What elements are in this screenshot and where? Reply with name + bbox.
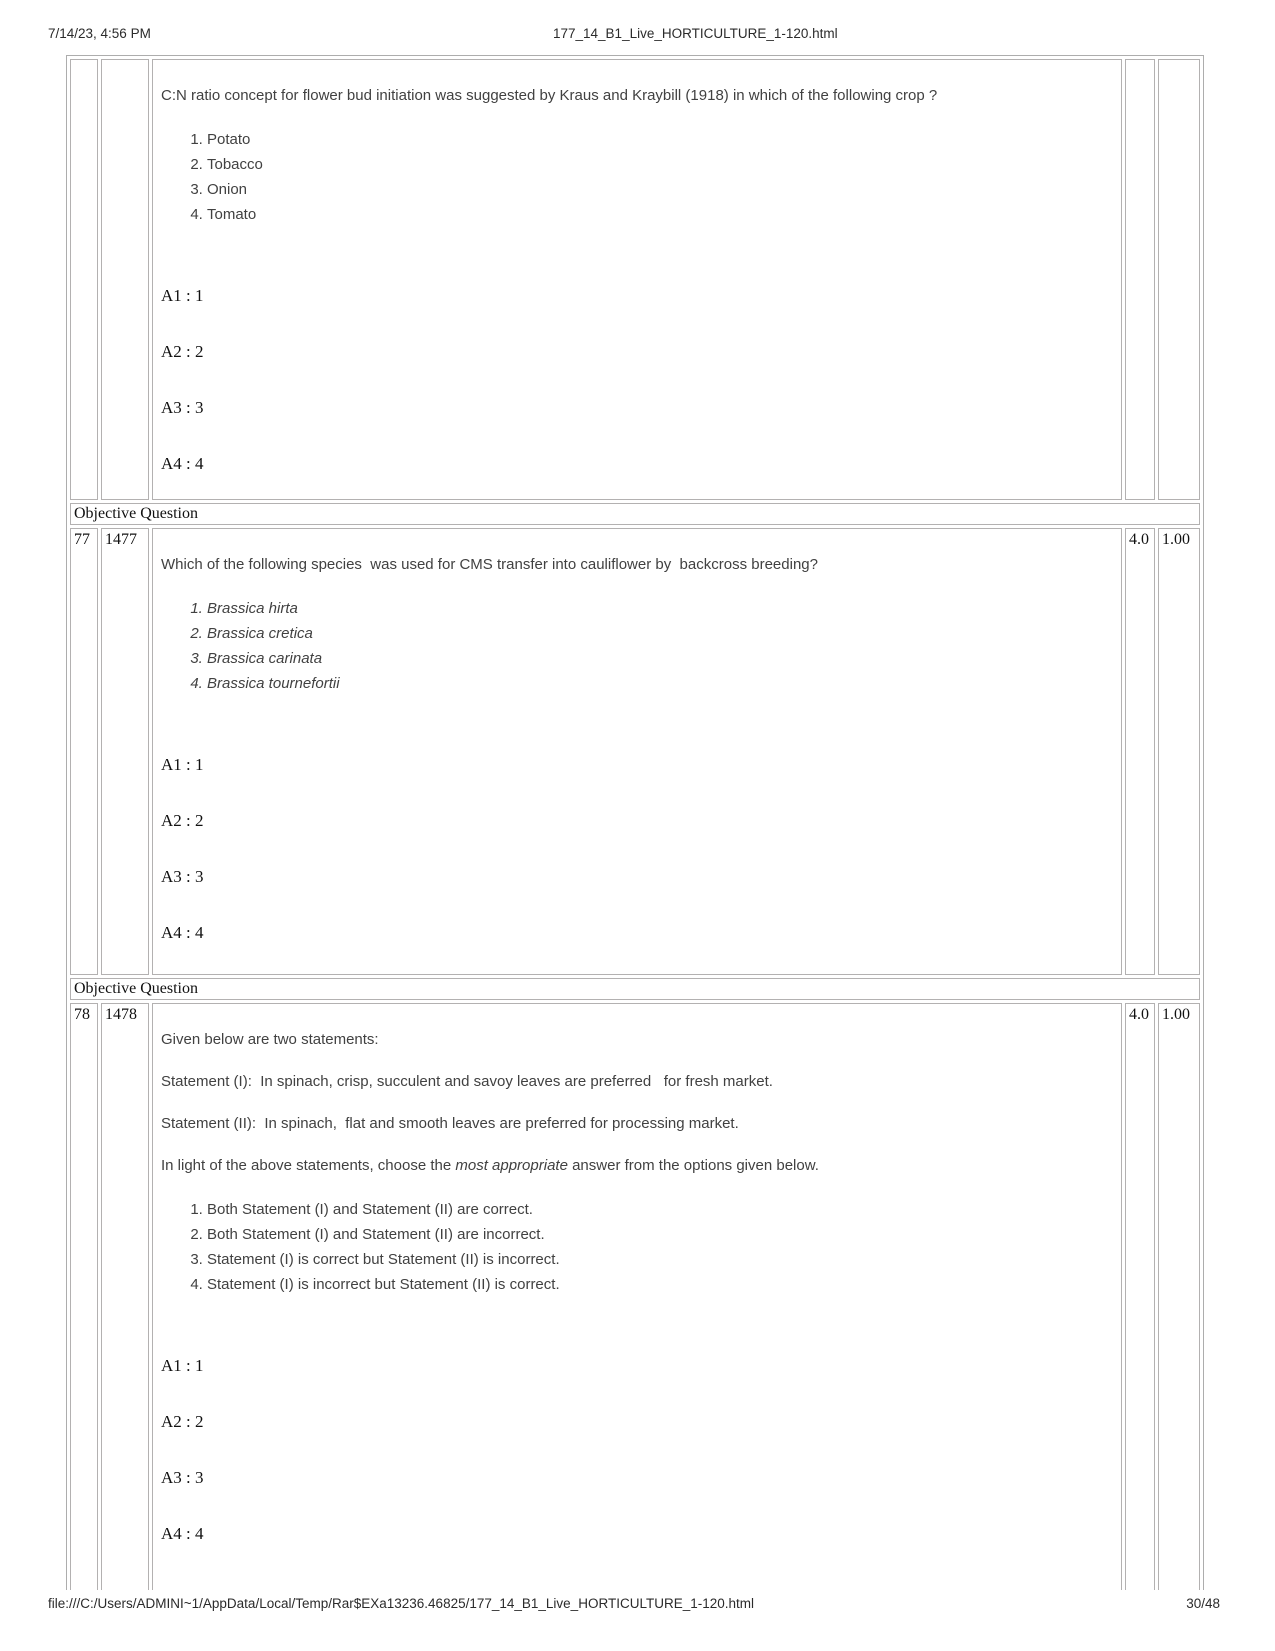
option-item: 2. Both Statement (I) and Statement (II) are incorrect. <box>207 1222 1113 1247</box>
marks-cell <box>1125 59 1155 500</box>
question-row <box>70 1003 1200 1590</box>
answer-line: A1 : 1 <box>161 286 204 305</box>
answer-key-block <box>161 756 1113 942</box>
negative-marks-cell: 1.00 <box>1158 528 1200 975</box>
section-header-row <box>70 978 1200 1000</box>
print-header-title: 177_14_B1_Live_HORTICULTURE_1-120.html <box>553 26 838 41</box>
option-item: 1. Brassica hirta <box>207 596 1113 621</box>
options-list <box>161 1197 1113 1297</box>
statement-text: answer from the options given below. <box>567 1157 819 1174</box>
print-footer-path: file:///C:/Users/ADMINI~1/AppData/Local/Temp/Rar$EXa13236.46825/177_14_B1_Live_HORTICULTURE_1-120.html <box>48 1596 754 1611</box>
question-statement: Given below are two statements: <box>161 1031 379 1048</box>
option-item: 1. Both Statement (I) and Statement (II) are correct. <box>207 1197 1113 1222</box>
question-number-cell <box>70 59 98 500</box>
option-item: 1. Potato <box>207 127 1113 152</box>
question-number-cell: 77 <box>70 528 98 975</box>
statement-text-italic: most appropriate <box>455 1157 568 1174</box>
option-item: 4. Tomato <box>207 202 1113 227</box>
answer-line: A2 : 2 <box>161 811 204 830</box>
option-item: 4. Brassica tournefortii <box>207 671 1113 696</box>
question-row-continued <box>70 59 1200 500</box>
answer-line: A4 : 4 <box>161 923 204 942</box>
answer-line: A3 : 3 <box>161 867 204 886</box>
option-item: 3. Brassica carinata <box>207 646 1113 671</box>
question-statement <box>161 1155 1113 1176</box>
options-list <box>161 596 1113 696</box>
statement-text: In light of the above statements, choose the <box>161 1157 456 1174</box>
answer-line: A4 : 4 <box>161 454 204 473</box>
print-footer-page: 30/48 <box>1186 1596 1220 1611</box>
marks-cell: 4.0 <box>1125 528 1155 975</box>
question-content-cell <box>152 59 1122 500</box>
question-id-cell <box>101 59 149 500</box>
answer-line: A1 : 1 <box>161 755 204 774</box>
question-table <box>66 55 1204 1590</box>
option-item: 2. Brassica cretica <box>207 621 1113 646</box>
option-item: 4. Statement (I) is incorrect but Statement (II) is correct. <box>207 1272 1113 1297</box>
print-header-datetime: 7/14/23, 4:56 PM <box>48 26 151 41</box>
question-id-cell: 1477 <box>101 528 149 975</box>
question-statement: Statement (I): In spinach, crisp, succulent and savoy leaves are preferred for fresh market. <box>161 1073 773 1090</box>
answer-line: A2 : 2 <box>161 1412 204 1431</box>
question-statement: Statement (II): In spinach, flat and smooth leaves are preferred for processing market. <box>161 1115 739 1132</box>
document-body <box>66 55 1216 1590</box>
option-item: 3. Statement (I) is correct but Statement (II) is incorrect. <box>207 1247 1113 1272</box>
marks-cell: 4.0 <box>1125 1003 1155 1590</box>
answer-line: A2 : 2 <box>161 342 204 361</box>
question-text: C:N ratio concept for flower bud initiation was suggested by Kraus and Kraybill (1918) in which of the following crop ? <box>161 87 938 104</box>
question-content-cell <box>152 1003 1122 1590</box>
question-number-cell: 78 <box>70 1003 98 1590</box>
question-content-cell <box>152 528 1122 975</box>
answer-key-block <box>161 1357 1113 1543</box>
section-header-label: Objective Question <box>70 503 1200 525</box>
section-header-label: Objective Question <box>70 978 1200 1000</box>
negative-marks-cell <box>1158 59 1200 500</box>
option-item: 2. Tobacco <box>207 152 1113 177</box>
question-text: Which of the following species was used for CMS transfer into cauliflower by backcross breeding? <box>161 556 818 573</box>
question-row <box>70 528 1200 975</box>
options-list <box>161 127 1113 227</box>
option-item: 3. Onion <box>207 177 1113 202</box>
answer-key-block <box>161 287 1113 473</box>
negative-marks-cell: 1.00 <box>1158 1003 1200 1590</box>
section-header-row <box>70 503 1200 525</box>
answer-line: A4 : 4 <box>161 1524 204 1543</box>
answer-line: A3 : 3 <box>161 1468 204 1487</box>
answer-line: A1 : 1 <box>161 1356 204 1375</box>
question-id-cell: 1478 <box>101 1003 149 1590</box>
answer-line: A3 : 3 <box>161 398 204 417</box>
